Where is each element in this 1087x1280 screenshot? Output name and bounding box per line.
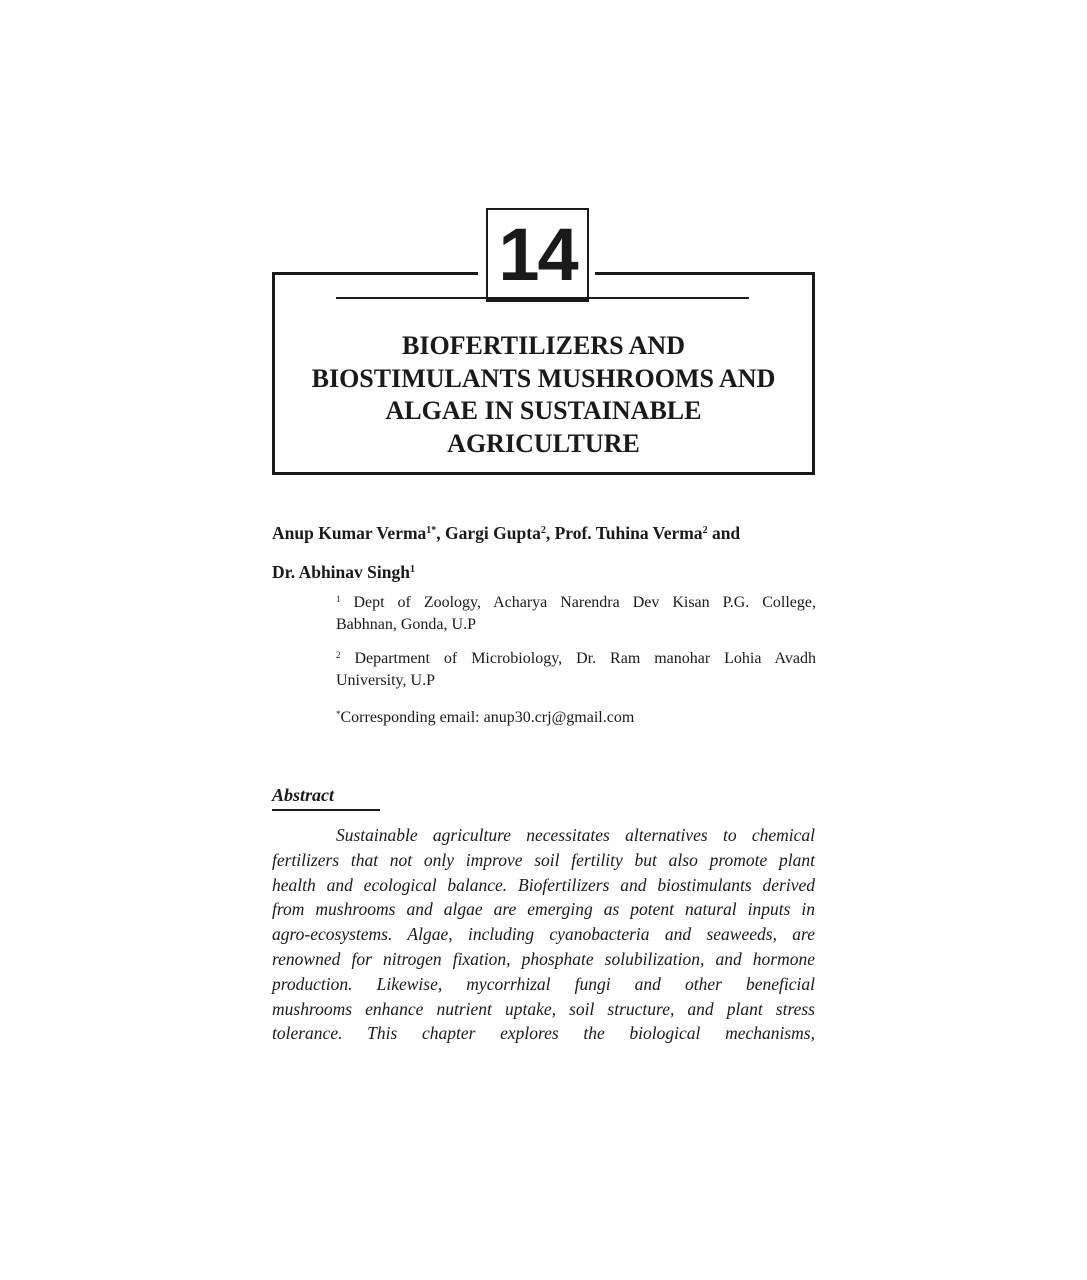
affiliation-mark: 2	[336, 650, 341, 660]
corresponding-text: Corresponding email: anup30.crj@gmail.com	[340, 709, 635, 726]
affiliation-text: Babhnan, Gonda, U.P	[336, 616, 476, 633]
author-conjunction: and	[711, 523, 741, 543]
affiliation-2	[336, 648, 816, 692]
abstract-line: from mushrooms and algae are emerging as potent natural inputs in	[272, 899, 815, 920]
author-name: Anup Kumar Verma	[272, 523, 427, 543]
chapter-title-line: AGRICULTURE	[447, 428, 640, 458]
abstract-underline	[272, 809, 380, 811]
affiliation-1	[336, 592, 816, 636]
chapter-title-line: ALGAE IN SUSTAINABLE	[385, 396, 702, 425]
author-affiliation-mark: 2	[702, 525, 708, 536]
affiliation-text: Department of Microbiology, Dr. Ram manohar Lohia Avadh	[354, 650, 817, 667]
author-affiliation-mark: 1*	[426, 525, 437, 536]
chapter-title-line: BIOSTIMULANTS MUSHROOMS AND	[311, 363, 776, 393]
abstract-line: production. Likewise, mycorrhizal fungi and other beneficial	[272, 973, 815, 994]
corresponding-email	[336, 707, 816, 729]
chapter-number-box	[486, 208, 589, 300]
author-name: Gargi Gupta	[445, 523, 541, 543]
affiliation-mark: 1	[336, 594, 341, 604]
author-affiliation-mark: 2	[540, 525, 546, 536]
abstract-line: renowned for nitrogen fixation, phosphate solubilization, and hormone	[272, 948, 815, 969]
chapter-title	[276, 330, 811, 460]
author-affiliation-mark: 1	[409, 564, 415, 575]
corresponding-mark: *	[336, 709, 341, 719]
chapter-title-line: BIOFERTILIZERS AND	[401, 331, 685, 360]
author-name: Prof. Tuhina Verma	[554, 523, 703, 543]
author-list: Anup Kumar Verma$^{1*}$, Gargi Gupta$^2$, Prof. Tuhina Verma$^2$ and Dr. Abhinav Singh$^1$	[272, 523, 741, 582]
abstract-line: fertilizers that not only improve soil fertility but also promote plant	[272, 849, 815, 870]
author-name: Dr. Abhinav Singh	[272, 562, 410, 582]
abstract-line: agro-ecosystems. Algae, including cyanobacteria and seaweeds, are	[272, 924, 815, 945]
chapter-number: 14	[498, 213, 577, 296]
abstract-line: Sustainable agriculture necessitates alternatives to chemical	[336, 825, 815, 845]
abstract-line: tolerance. This chapter explores the biological mechanisms,	[272, 1023, 815, 1044]
abstract-heading: Abstract	[272, 785, 335, 805]
affiliation-text: Dept of Zoology, Acharya Narendra Dev Kisan P.G. College,	[353, 594, 817, 611]
abstract-body	[272, 823, 815, 1046]
abstract-line: health and ecological balance. Biofertilizers and biostimulants derived	[272, 874, 815, 895]
affiliation-text: University, U.P	[336, 672, 435, 689]
abstract-line: mushrooms enhance nutrient uptake, soil structure, and plant stress	[272, 998, 815, 1019]
